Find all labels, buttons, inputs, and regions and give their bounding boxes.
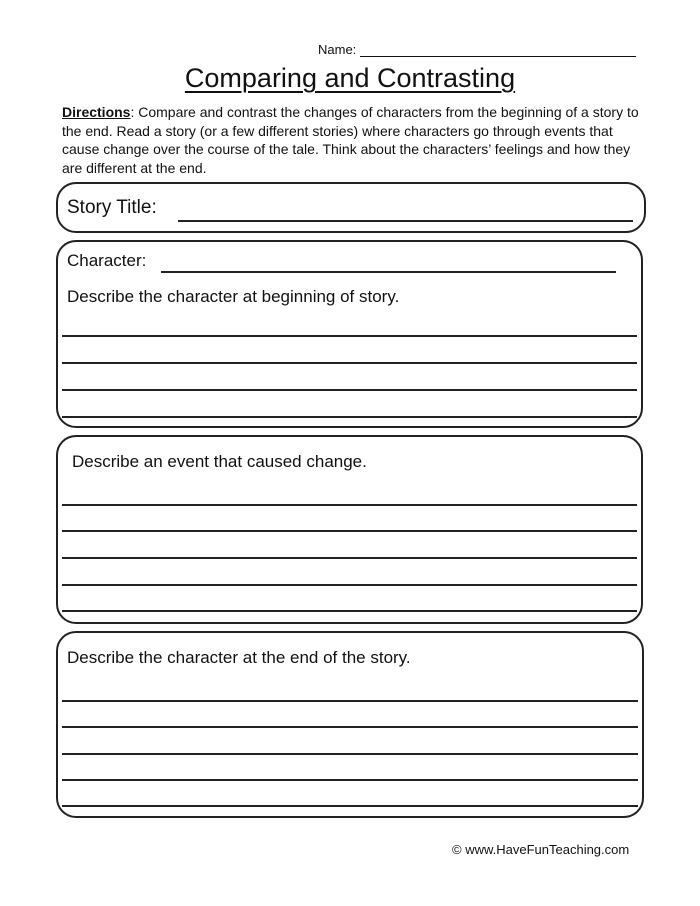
writing-line[interactable] (62, 504, 637, 506)
writing-line[interactable] (62, 753, 638, 755)
name-line[interactable] (360, 42, 636, 57)
end-prompt: Describe the character at the end of the story. (67, 648, 411, 667)
character-name-line[interactable] (161, 271, 616, 273)
story-title-label: Story Title: (67, 197, 157, 218)
end-box (56, 631, 644, 818)
writing-line[interactable] (62, 335, 637, 337)
writing-line[interactable] (62, 805, 638, 807)
writing-line[interactable] (62, 362, 637, 364)
page-title: Comparing and Contrasting (184, 63, 516, 93)
writing-line[interactable] (62, 530, 637, 532)
story-title-box (56, 182, 646, 233)
writing-line[interactable] (62, 726, 638, 728)
event-box (56, 435, 643, 624)
name-field[interactable] (318, 42, 636, 57)
copyright-footer: © www.HaveFunTeaching.com (452, 842, 630, 857)
name-label: Name: (318, 42, 357, 57)
event-prompt: Describe an event that caused change. (72, 452, 367, 471)
story-title-line[interactable] (178, 220, 633, 222)
writing-line[interactable] (62, 557, 637, 559)
directions-text: : Compare and contrast the changes of characters from the beginning of a story to the end. Read a story (or a few different stories) where characters go through events that cause change over the course of the tale. Think about the characters’ feelings and how they are different at the end. (62, 104, 639, 176)
character-label: Character: (67, 251, 147, 270)
writing-line[interactable] (62, 610, 637, 612)
writing-line[interactable] (62, 389, 637, 391)
directions-label: Directions (62, 104, 131, 120)
writing-line[interactable] (62, 779, 638, 781)
beginning-box (56, 240, 643, 428)
writing-line[interactable] (62, 584, 637, 586)
writing-line[interactable] (62, 700, 638, 702)
writing-line[interactable] (62, 416, 637, 418)
beginning-prompt: Describe the character at beginning of story. (67, 287, 400, 306)
directions-paragraph (62, 103, 642, 177)
